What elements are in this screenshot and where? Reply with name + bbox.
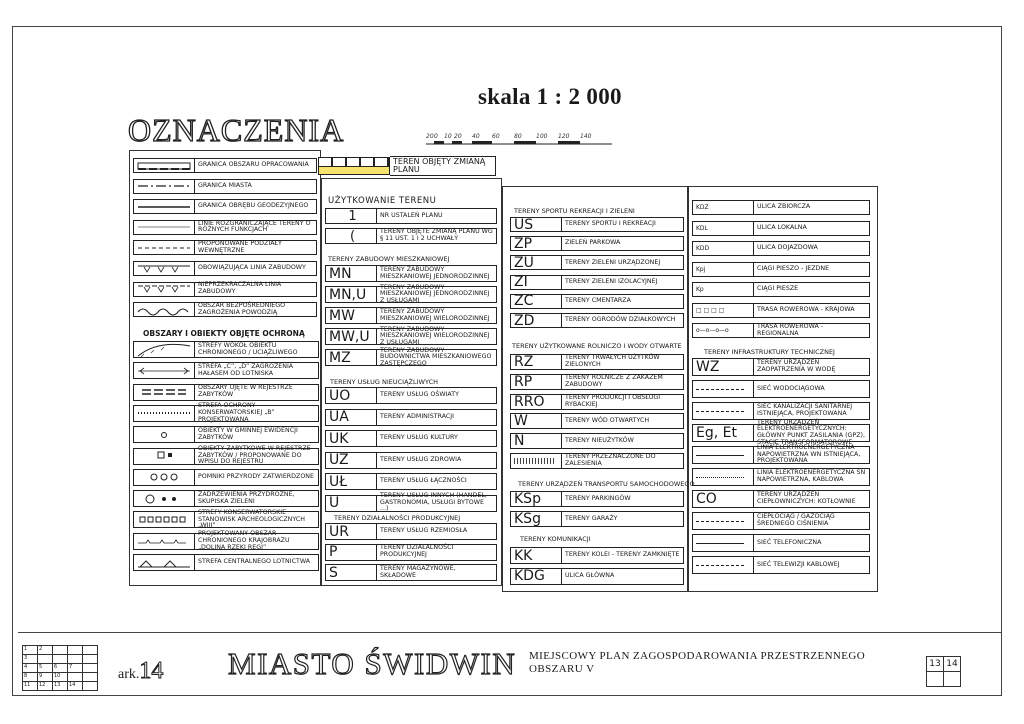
legend-symbol	[692, 534, 754, 552]
legend-symbol: US	[510, 217, 562, 232]
legend-symbol	[133, 533, 195, 550]
legend-symbol	[133, 384, 195, 401]
legend-symbol: UR	[325, 523, 377, 540]
legend-row	[692, 221, 870, 236]
legend-row	[325, 325, 497, 346]
legend-label: ULICA DOJAZDOWA	[754, 241, 870, 256]
grid-cell	[83, 673, 98, 682]
legend-symbol: S	[325, 564, 377, 581]
legend-label: GRANICA OBSZARU OPRACOWANIA	[195, 158, 317, 173]
grid-cell	[53, 646, 68, 655]
legend-label: CIĄGI PIESZO - JEZDNE	[754, 262, 870, 277]
col3-sub3: TERENY URZĄDZEŃ TRANSPORTU SAMOCHODOWEGO	[518, 480, 695, 488]
legend-row	[325, 265, 497, 282]
legend-symbol: ZI	[510, 275, 562, 290]
legend-symbol: MW	[325, 307, 377, 324]
legend-symbol	[692, 380, 754, 398]
legend-row	[133, 282, 317, 297]
legend-label: TERENY USŁUG ŁĄCZNOŚCI	[377, 473, 497, 490]
legend-symbol: Eg, Et	[692, 424, 754, 442]
legend-row	[133, 362, 319, 379]
ark-number: 14	[139, 658, 164, 684]
grid-cell	[53, 655, 68, 664]
legend-label: LINIE ROZGRANICZAJĄCE TERENY O RÓŻNYCH FUNKCJACH	[195, 220, 317, 235]
grid-cell	[83, 646, 98, 655]
legend-label: TERENY MAGAZYNOWE, SKŁADOWE	[377, 564, 497, 581]
legend-symbol: MN,U	[325, 286, 377, 303]
legend-symbol: ZU	[510, 255, 562, 270]
legend-symbol: ZC	[510, 294, 562, 309]
legend-row	[510, 511, 684, 527]
legend-label: NIEPRZEKRACZALNA LINIA ZABUDOWY	[195, 282, 317, 297]
legend-row	[692, 446, 870, 464]
grid-cell: 9	[38, 673, 53, 682]
legend-row	[692, 512, 870, 530]
legend-symbol: KSg	[510, 511, 562, 527]
legend-label: TERENY ZABUDOWY MIESZKANIOWEJ WIELORODZINNEJ	[377, 307, 497, 324]
legend-label: TERENY URZĄDZEŃ CIEPŁOWNICZYCH: KOTŁOWNIE	[754, 490, 870, 508]
legend-row	[692, 262, 870, 277]
legend-row	[133, 554, 319, 571]
grid-cell	[38, 655, 53, 664]
legend-label: TERENY ADMINISTRACJI	[377, 409, 497, 426]
legend-label: TERENY NIEUŻYTKÓW	[562, 433, 684, 449]
legend-row	[692, 358, 870, 376]
legend-row	[133, 508, 319, 530]
legend-symbol	[133, 554, 195, 571]
legend-label: LINIA ELEKTROENERGETYCZNA NAPOWIETRZNA WN ISTNIEJĄCA, PROJEKTOWANA	[754, 446, 870, 464]
legend-row	[133, 158, 317, 173]
grid-cell: 4	[23, 664, 38, 673]
legend-symbol: KSp	[510, 491, 562, 507]
legend-label: TERENY USŁUG ZDROWIA	[377, 452, 497, 469]
legend-symbol	[133, 405, 195, 422]
legend-label: OBSZARY UJĘTE W REJESTRZE ZABYTKÓW	[195, 384, 319, 401]
scale-tick-label: 20	[454, 133, 462, 140]
legend-symbol	[133, 362, 195, 379]
legend-label: TERENY USŁUG KULTURY	[377, 430, 497, 447]
sheet-number	[118, 658, 163, 685]
plan-change-symbol	[318, 156, 390, 176]
plan-change-row	[318, 156, 496, 176]
legend-symbol: N	[510, 433, 562, 449]
city-name: MIASTO ŚWIDWIN	[228, 646, 517, 681]
grid-cell: 11	[23, 682, 38, 691]
legend-label: SIEĆ TELEWIZJI KABLOWEJ	[754, 556, 870, 574]
sheet-cell: 14	[944, 657, 961, 672]
legend-row	[133, 490, 319, 507]
legend-row	[692, 303, 870, 318]
legend-symbol: UŁ	[325, 473, 377, 490]
legend-row	[510, 491, 684, 507]
legend-symbol: KK	[510, 547, 562, 564]
scale-tick-label: 80	[514, 133, 522, 140]
legend-symbol: RZ	[510, 354, 562, 370]
legend-row	[325, 544, 497, 561]
legend-symbol: □ □ □ □	[692, 303, 754, 318]
legend-symbol: P	[325, 544, 377, 561]
legend-row	[510, 433, 684, 449]
legend-label: TERENY URZĄDZEŃ ELEKTROENERGETYCZNYCH: GŁÓWNY PUNKT ZASILANIA (GPZ), STACJE TRANSFORMATOROWE	[754, 424, 870, 442]
legend-symbol	[133, 448, 195, 465]
legend-symbol: U	[325, 495, 377, 512]
legend-label: GRANICA MIASTA	[195, 179, 317, 194]
legend-label: PROJEKTOWANY OBSZAR CHRONIONEGO KRAJOBRAZU „DOLINA RZEKI REGI”	[195, 533, 319, 550]
grid-cell	[68, 655, 83, 664]
legend-symbol	[133, 511, 195, 528]
legend-row	[133, 402, 319, 423]
legend-row	[325, 492, 497, 513]
legend-row	[510, 313, 684, 328]
legend-row	[133, 179, 317, 194]
scale-tick-label: 0	[434, 133, 438, 140]
legend-label: OBSZAR BEZPOŚREDNIEGO ZAGROŻENIA POWODZIĄ	[195, 302, 317, 317]
legend-label: STREFA „C”, „D” ZAGROŻENIA HAŁASEM OD LOTNISKA	[195, 362, 319, 379]
legend-label: TERENY ZABUDOWY BUDOWNICTWA MIESZKANIOWEGO ZASTĘPCZEGO	[377, 349, 497, 366]
legend-symbol: UZ	[325, 452, 377, 469]
legend-symbol	[510, 453, 562, 469]
grid-cell: 13	[53, 682, 68, 691]
legend-symbol	[133, 220, 195, 235]
col2-sub1: TERENY ZABUDOWY MIESZKANIOWEJ	[328, 255, 450, 263]
legend-label: TERENY USŁUG INNYCH (HANDEL, GASTRONOMIA, USŁUGI BYTOWE ...)	[377, 495, 497, 512]
legend-row	[510, 568, 684, 585]
grid-cell: 10	[53, 673, 68, 682]
legend-label: TERENY ZABUDOWY MIESZKANIOWEJ JEDNORODZINNEJ	[377, 265, 497, 282]
legend-symbol: Kpj	[692, 262, 754, 277]
legend-label: GRANICA OBRĘBU GEODEZYJNEGO	[195, 199, 317, 214]
legend-symbol	[692, 468, 754, 486]
legend-symbol	[133, 341, 195, 358]
legend-row	[692, 556, 870, 574]
legend-row	[133, 199, 317, 214]
legend-symbol: KDZ	[692, 200, 754, 215]
legend-symbol: KDG	[510, 568, 562, 585]
legend-row	[133, 445, 319, 466]
legend-symbol: UK	[325, 430, 377, 447]
plan-line-2: OBSZARU V	[529, 663, 595, 676]
legend-symbol	[692, 512, 754, 530]
sheet-cell	[944, 672, 961, 687]
legend-symbol: (	[325, 228, 377, 244]
legend-symbol: 1	[325, 208, 377, 224]
legend-row	[325, 564, 497, 581]
legend-row	[133, 261, 317, 276]
legend-row	[510, 217, 684, 232]
legend-symbol: o—o—o—o	[692, 323, 754, 338]
legend-symbol	[133, 158, 195, 173]
legend-symbol	[133, 199, 195, 214]
grid-cell: 2	[38, 646, 53, 655]
legend-label: CIĄGI PIESZE	[754, 282, 870, 297]
legend-row	[325, 409, 497, 426]
legend-label: OBOWIĄZUJĄCA LINIA ZABUDOWY	[195, 261, 317, 276]
legend-row	[692, 241, 870, 256]
legend-row	[510, 413, 684, 429]
legend-label: STREFY WOKÓŁ OBIEKTU CHRONIONEGO / UCIĄŻLIWEGO	[195, 341, 319, 358]
legend-row	[133, 341, 319, 358]
grid-cell	[83, 664, 98, 673]
legend-row	[692, 534, 870, 552]
legend-label: SIEĆ KANALIZACJI SANITARNEJ ISTNIEJĄCA, PROJEKTOWANA	[754, 402, 870, 420]
ark-label: ark.	[118, 667, 140, 682]
legend-symbol: CO	[692, 490, 754, 508]
legend-symbol: MW,U	[325, 328, 377, 345]
legend-label: ULICA ZBIORCZA	[754, 200, 870, 215]
legend-symbol: UA	[325, 409, 377, 426]
legend-symbol: RRO	[510, 394, 562, 410]
legend-label: TERENY KOLEI - TERENY ZAMKNIĘTE	[562, 547, 684, 564]
legend-row	[133, 530, 319, 551]
legend-label: ZADRZEWIENIA PRZYDROŻNE, SKUPISKA ZIELENI	[195, 490, 319, 507]
legend-row	[133, 240, 317, 255]
legend-symbol	[133, 282, 195, 297]
legend-row	[692, 468, 870, 486]
plan-line-1: MIEJSCOWY PLAN ZAGOSPODAROWANIA PRZESTRZENNEGO	[529, 650, 866, 662]
col2-sub3: TERENY DZIAŁALNOŚCI PRODUKCYJNEJ	[334, 514, 461, 522]
legend-symbol	[133, 469, 195, 486]
legend-label: SIEĆ TELEFONICZNA	[754, 534, 870, 552]
legend-label: TERENY USŁUG OŚWIATY	[377, 387, 497, 404]
scale-tick-label: 20	[426, 133, 434, 140]
legend-row	[325, 387, 497, 404]
legend-symbol	[692, 556, 754, 574]
legend-label: POMNIKI PRZYRODY ZATWIERDZONE	[195, 469, 319, 486]
legend-label: TERENY GARAŻY	[562, 511, 684, 527]
legend-label: TERENY ZIELENI URZĄDZONEJ	[562, 255, 684, 270]
legend-label: TERENY TRWAŁYCH UŻYTKÓW ZIELONYCH	[562, 354, 684, 370]
legend-label: TERENY DZIAŁALNOŚCI PRODUKCYJNEJ	[377, 544, 497, 561]
legend-label: TERENY OBJĘTE ZMIANĄ PLANU WG § 11 UST. 1 I 2 UCHWAŁY	[377, 228, 497, 244]
col2-sub2: TERENY USŁUG NIEUCIĄŻLIWYCH	[330, 378, 439, 386]
scale-label: skala 1 : 2 000	[478, 84, 622, 109]
legend-row	[325, 523, 497, 540]
legend-row	[510, 453, 684, 469]
grid-cell	[83, 682, 98, 691]
legend-label: OBIEKTY ZABYTKOWE W REJESTRZE ZABYTKÓW / PROPONOWANE DO WPISU DO REJESTRU	[195, 448, 319, 465]
grid-cell	[68, 673, 83, 682]
sheet-index-grid	[22, 645, 98, 691]
grid-cell: 8	[23, 673, 38, 682]
scale-tick-label: 10	[444, 133, 452, 140]
legend-label: PROPONOWANE PODZIAŁY WEWNĘTRZNE	[195, 240, 317, 255]
legend-label: TERENY CMENTARZA	[562, 294, 684, 309]
col3-sub1: TERENY SPORTU REKREACJI I ZIELENI	[514, 207, 635, 215]
legend-row	[692, 380, 870, 398]
legend-label: TERENY PRODUKCJI I OBSŁUGI RYBACKIEJ	[562, 394, 684, 410]
scale-tick-label: 100	[536, 133, 548, 140]
col3-sub2: TERENY UŻYTKOWANE ROLNICZO I WODY OTWARTE	[512, 342, 682, 350]
legend-label: SIEĆ WODOCIĄGOWA	[754, 380, 870, 398]
col4-sub1: TERENY INFRASTRUKTURY TECHNICZNEJ	[704, 348, 835, 356]
legend-label: ULICA LOKALNA	[754, 221, 870, 236]
legend-row	[510, 374, 684, 390]
legend-label: TERENY ROLNICZE Z ZAKAZEM ZABUDOWY	[562, 374, 684, 390]
legend-label: TERENY PRZEZNACZONE DO ZALESIENIA	[562, 453, 684, 469]
grid-cell: 7	[68, 664, 83, 673]
legend-label: TERENY OGRODÓW DZIAŁKOWYCH	[562, 313, 684, 328]
sheet-cell: 13	[927, 657, 944, 672]
legend-label: TERENY URZĄDZEŃ ZAOPATRZENIA W WODĘ	[754, 358, 870, 376]
col1-heading: OBSZARY I OBIEKTY OBJĘTE OCHRONĄ	[143, 329, 305, 338]
grid-cell	[68, 646, 83, 655]
scale-tick-label: 60	[492, 133, 500, 140]
legend-label: TERENY SPORTU I REKREACJI	[562, 217, 684, 232]
legend-symbol	[133, 240, 195, 255]
legend-row	[510, 394, 684, 410]
legend-row	[692, 200, 870, 215]
legend-label: TERENY WÓD OTWARTYCH	[562, 413, 684, 429]
legend-label: STREFA CENTRALNEGO LOTNICTWA	[195, 554, 319, 571]
legend-symbol: KDL	[692, 221, 754, 236]
legend-row	[133, 469, 319, 486]
legend-symbol: RP	[510, 374, 562, 390]
legend-symbol	[692, 402, 754, 420]
scale-tick-label: 140	[580, 133, 592, 140]
grid-cell: 1	[23, 646, 38, 655]
legend-symbol: W	[510, 413, 562, 429]
legend-label: TERENY PARKINGÓW	[562, 491, 684, 507]
legend-symbol	[133, 426, 195, 443]
sheet-cell	[927, 672, 944, 687]
legend-symbol: MZ	[325, 349, 377, 366]
legend-row	[510, 354, 684, 370]
legend-row	[692, 323, 870, 338]
legend-row	[325, 307, 497, 324]
scale-tick-label: 120	[558, 133, 570, 140]
grid-cell	[83, 655, 98, 664]
legend-row	[692, 490, 870, 508]
legend-label: OBIEKTY W GMINNEJ EWIDENCJI ZABYTKÓW	[195, 426, 319, 443]
legend-symbol: ZD	[510, 313, 562, 328]
adjacent-sheets	[926, 656, 961, 687]
legend-label: TERENY ZIELENI IZOLACYJNEJ	[562, 275, 684, 290]
legend-row	[325, 430, 497, 447]
grid-cell: 6	[53, 664, 68, 673]
legend-title: OZNACZENIA	[128, 112, 345, 148]
scale-bar	[424, 130, 624, 150]
legend-symbol	[133, 490, 195, 507]
legend-symbol: Kp	[692, 282, 754, 297]
legend-row	[325, 228, 497, 244]
legend-symbol: MN	[325, 265, 377, 282]
legend-label: TRASA ROWEROWA - KRAJOWA	[754, 303, 870, 318]
legend-label: LINIA ELEKTROENERGETYCZNA SN NAPOWIETRZNA, KABLOWA	[754, 468, 870, 486]
legend-label: ULICA GŁÓWNA	[562, 568, 684, 585]
scale-tick-label: 40	[472, 133, 480, 140]
grid-cell: 5	[38, 664, 53, 673]
legend-row	[510, 547, 684, 564]
legend-row	[325, 452, 497, 469]
grid-cell: 3	[23, 655, 38, 664]
plan-change-label: TEREN OBJĘTY ZMIANĄ PLANU	[390, 156, 496, 176]
col2-heading: UŻYTKOWANIE TERENU	[328, 196, 437, 206]
plan-name	[529, 650, 865, 676]
legend-row	[325, 473, 497, 490]
legend-symbol: KDD	[692, 241, 754, 256]
legend-row	[325, 208, 497, 224]
legend-row	[133, 384, 319, 401]
legend-row	[510, 294, 684, 309]
legend-row	[692, 282, 870, 297]
legend-row	[510, 236, 684, 251]
legend-row	[692, 418, 870, 446]
legend-label: CIEPŁOCIĄG / GAZOCIĄG ŚREDNIEGO CIŚNIENIA	[754, 512, 870, 530]
legend-row	[133, 426, 319, 443]
legend-symbol	[133, 302, 195, 317]
legend-symbol	[133, 261, 195, 276]
legend-symbol: ZP	[510, 236, 562, 251]
grid-cell: 12	[38, 682, 53, 691]
legend-label: STREFY KONSERWATORSKIE STANOWISK ARCHEOLOGICZNYCH „WIII”	[195, 511, 319, 528]
legend-label: TERENY ZABUDOWY MIESZKANIOWEJ JEDNORODZINNEJ Z USŁUGAMI	[377, 286, 497, 303]
legend-label: ZIELEŃ PARKOWA	[562, 236, 684, 251]
legend-row	[133, 302, 317, 317]
legend-row	[325, 346, 497, 367]
legend-label: NR USTALEŃ PLANU	[377, 208, 497, 224]
legend-label: TERENY ZABUDOWY MIESZKANIOWEJ WIELORODZINNEJ Z USŁUGAMI	[377, 328, 497, 345]
grid-cell: 14	[68, 682, 83, 691]
legend-symbol: WZ	[692, 358, 754, 376]
legend-row	[692, 402, 870, 420]
legend-row	[510, 275, 684, 290]
legend-row	[325, 283, 497, 304]
legend-row	[133, 220, 317, 235]
legend-symbol: UO	[325, 387, 377, 404]
legend-label: STREFA OCHRONY KONSERWATORSKIEJ „B” PROJEKTOWANA	[195, 405, 319, 422]
legend-symbol	[692, 446, 754, 464]
legend-symbol	[133, 179, 195, 194]
col3-sub4: TERENY KOMUNIKACJI	[520, 535, 591, 543]
legend-label: TERENY USŁUG RZEMIOSŁA	[377, 523, 497, 540]
legend-row	[510, 255, 684, 270]
legend-label: TRASA ROWEROWA - REGIONALNA	[754, 323, 870, 338]
